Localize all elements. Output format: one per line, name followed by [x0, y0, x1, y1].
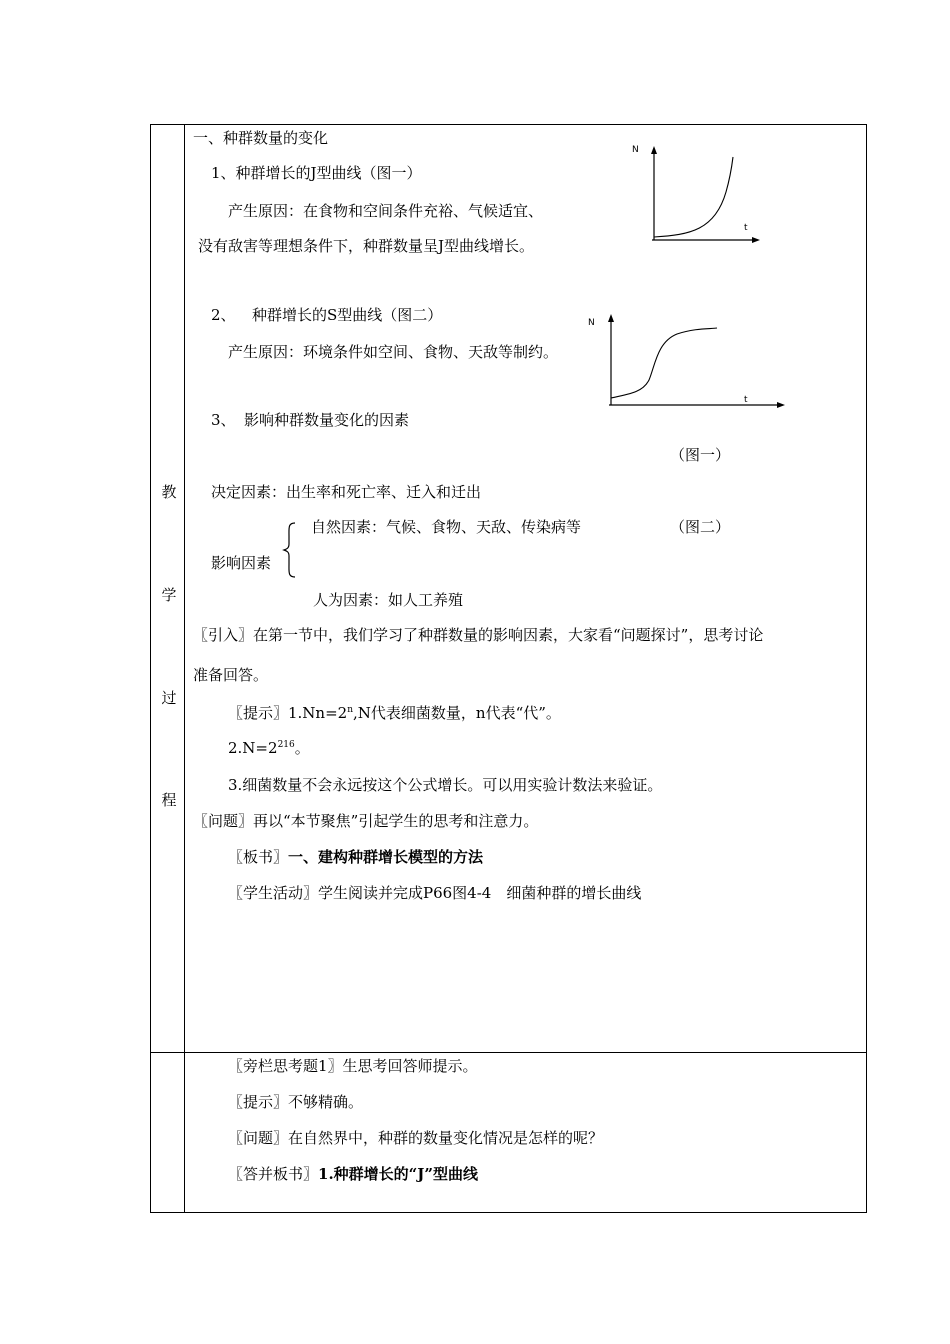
table-right-border — [866, 124, 867, 1213]
j-curve-graph — [630, 140, 770, 250]
s-curve-graph — [585, 310, 790, 415]
item2-cause: 产生原因：环境条件如空间、食物、天敌等制约。 — [228, 343, 559, 361]
hint-line1 — [228, 703, 561, 723]
question-line: 〖问题〗再以“本节聚焦”引起学生的思考和注意力。 — [193, 812, 539, 830]
student-activity: 〖学生活动〗学生阅读并完成P66图4-4 细菌种群的增长曲线 — [228, 884, 642, 902]
row2-line4 — [228, 1164, 478, 1184]
influence-label: 影响因素 — [211, 554, 272, 572]
hint1-prefix: 〖提示〗1.Nn=2 — [228, 704, 348, 722]
curly-brace-icon — [283, 522, 297, 578]
row2-line4-prefix: 〖答并板书〗 — [228, 1165, 319, 1183]
hint2-suffix: 。 — [294, 739, 310, 757]
side-char-jiao: 教 — [161, 483, 177, 501]
row2-line1: 〖旁栏思考题1〗生思考回答师提示。 — [228, 1057, 478, 1075]
decisive-factors: 决定因素：出生率和死亡率、迁入和迁出 — [211, 483, 482, 501]
hint2-prefix: 2.N=2 — [228, 739, 278, 757]
side-char-cheng: 程 — [161, 791, 177, 809]
section-heading: 一、种群数量的变化 — [193, 129, 329, 147]
hint1-superscript: n — [347, 705, 354, 715]
item3-number: 3、 — [211, 411, 236, 429]
board-prefix: 〖板书〗 — [228, 848, 289, 866]
hint-line2 — [228, 738, 310, 758]
side-char-guo: 过 — [161, 689, 177, 707]
figure2-caption: （图二） — [670, 518, 731, 536]
human-factors: 人为因素：如人工养殖 — [313, 591, 464, 609]
item2-title: 种群增长的S型曲线（图二） — [252, 306, 443, 324]
item1-cause-line1: 产生原因：在食物和空间条件充裕、气候适宜、 — [228, 202, 544, 220]
side-char-xue: 学 — [161, 586, 177, 604]
intro-line2: 准备回答。 — [193, 666, 269, 684]
hint-line3: 3.细菌数量不会永远按这个公式增长。可以用实验计数法来验证。 — [228, 776, 663, 794]
table-left-border — [150, 124, 151, 1213]
s-curve-x-label: t — [744, 395, 748, 405]
row2-line4-bold: 1.种群增长的“J”型曲线 — [318, 1165, 479, 1183]
board-line — [228, 847, 483, 867]
figure1-caption: （图一） — [670, 446, 731, 464]
j-curve-x-label: t — [744, 223, 748, 233]
intro-line1: 〖引入〗在第一节中，我们学习了种群数量的影响因素，大家看“问题探讨”，思考讨论 — [193, 626, 764, 644]
hint2-superscript: 216 — [277, 740, 295, 750]
table-column-divider — [184, 124, 185, 1213]
row2-line2: 〖提示〗不够精确。 — [228, 1093, 364, 1111]
table-top-border — [150, 124, 867, 125]
row2-line3: 〖问题〗在自然界中，种群的数量变化情况是怎样的呢？ — [228, 1129, 604, 1147]
table-row-divider — [150, 1052, 867, 1053]
item2-number: 2、 — [211, 306, 236, 324]
s-curve-y-label: N — [588, 318, 595, 328]
j-curve-y-label: N — [632, 145, 639, 155]
hint1-suffix: ,N代表细菌数量，n代表“代”。 — [353, 704, 561, 722]
natural-factors: 自然因素：气候、食物、天敌、传染病等 — [311, 518, 582, 536]
item3-title: 影响种群数量变化的因素 — [244, 411, 410, 429]
board-bold-text: 一、建构种群增长模型的方法 — [288, 848, 484, 866]
item1-title: 1、种群增长的J型曲线（图一） — [211, 164, 422, 182]
item1-cause-line2: 没有敌害等理想条件下，种群数量呈J型曲线增长。 — [198, 237, 535, 255]
table-bottom-border — [150, 1212, 867, 1213]
